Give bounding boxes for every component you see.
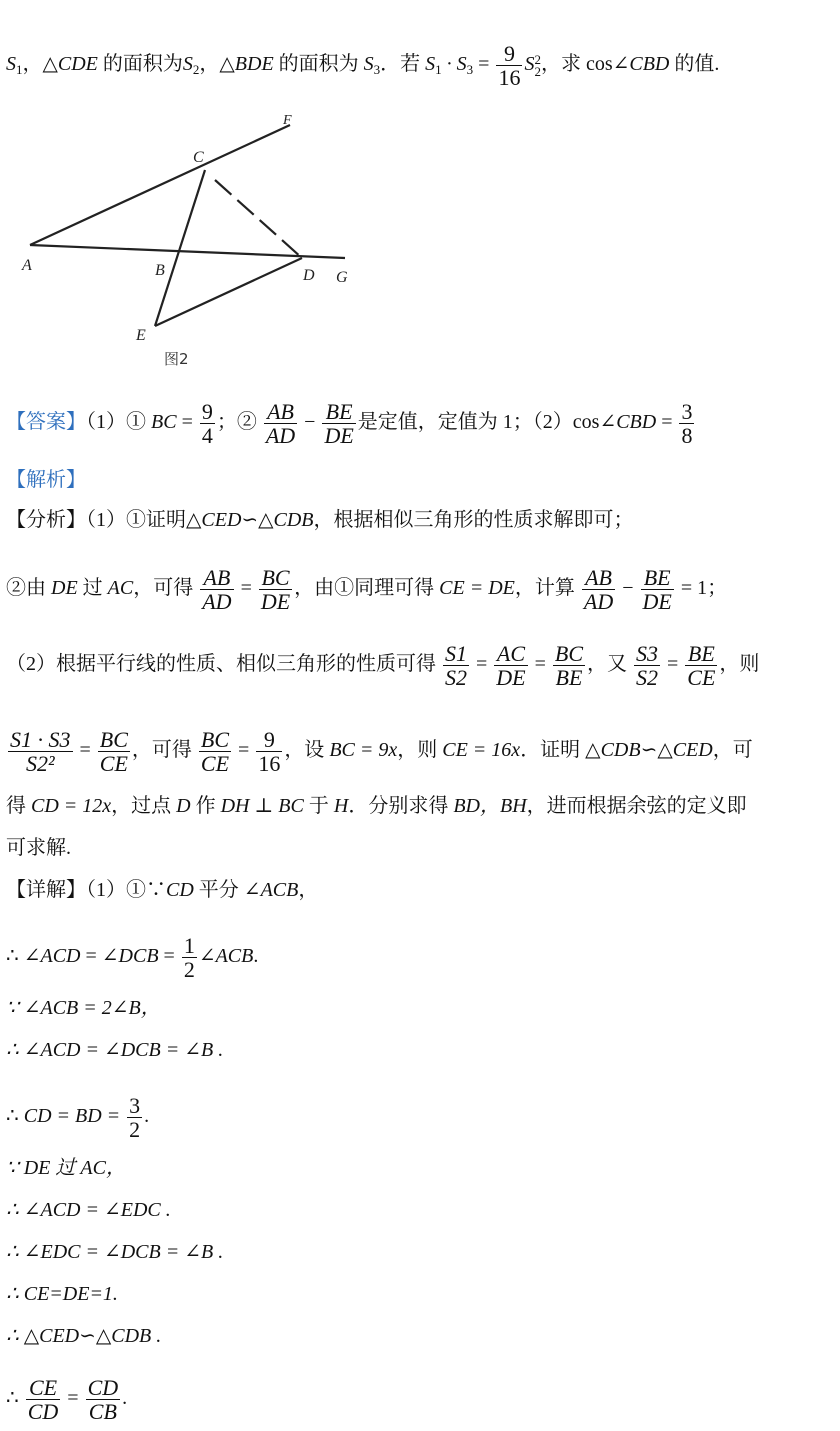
label-point-b: B [155,262,165,279]
label-point-c: C [193,149,204,166]
fraction [582,566,615,613]
denominator: AD [202,589,232,615]
cd-eq: CD = 12x [31,795,112,817]
text: ∠ [198,945,216,968]
denominator: 16 [498,65,521,91]
answer-line [6,400,834,447]
bd-bh: BD，BH [453,795,527,817]
problem-line [6,42,834,89]
numerator: 9 [263,727,275,752]
denominator: 4 [201,423,213,449]
text: ，△ [22,53,58,76]
angle-cbd: CBD [629,53,670,76]
fraction-3-8 [679,400,694,447]
text: ，可得 [131,739,197,762]
detail-line-1 [6,876,834,904]
detail-line-10: ∴ △CED∽△CDB . [6,1325,162,1347]
s2-subscript-2: 2 [534,63,541,79]
detail-line-9: ∴ CE=DE=1. [6,1283,118,1305]
eq: = [656,411,678,434]
detail-line-8: ∴ ∠EDC = ∠DCB = ∠B . [6,1241,224,1263]
answer-tag: 【答案】 [6,411,86,434]
analysis-line-1 [6,506,834,534]
fraction-3-2 [127,1094,142,1141]
text: ，则 [397,739,443,762]
text: 作 [190,795,221,817]
fraction-ce-cd [26,1376,61,1423]
numerator: CD [87,1375,119,1400]
numerator: BC [200,727,230,752]
denominator: S2² [8,751,73,775]
text: 的值. [669,53,720,76]
text: ∴ [6,1105,24,1128]
denominator: S2 [636,665,659,691]
point-d: D [176,795,191,817]
text: . [253,945,259,968]
text: ，则 [719,653,760,676]
numerator: S1 [445,641,467,666]
numerator: 1 [183,933,195,958]
denominator: AD [265,423,296,449]
numerator: BC [99,727,128,752]
text: = [62,1387,84,1410]
text: ，计算 [514,577,580,600]
numerator: 9 [201,399,213,424]
triangle-cde: CDE [57,53,98,76]
ac: AC [107,577,134,600]
denominator: 2 [183,957,195,983]
s3-symbol: S [363,53,374,76]
cbd: CBD [616,411,657,434]
line-af [30,125,290,245]
cd: CD [166,879,194,901]
label-point-a: A [22,257,32,274]
figure-caption: 图2 [164,350,189,368]
fraction [256,728,282,775]
denominator: 8 [681,423,693,449]
s3-subscript: 3 [373,62,381,78]
text: ，求 cos∠ [540,53,630,76]
text: = 1； [675,577,728,600]
s2-subscript: 2 [192,62,200,78]
fraction-s1-s2 [443,642,469,689]
numerator: BE [687,641,715,666]
numerator: BE [325,399,353,424]
detail-line-11 [6,1376,834,1423]
text: 的面积为 [97,53,183,76]
point-h: H [333,795,349,817]
eq-s3-sub: 3 [466,62,474,78]
bc-eq: BC = 9x [329,739,398,762]
numerator: S1 · S3 [10,727,71,752]
fraction [553,642,585,689]
ced: CED [672,739,713,762]
eq-s1-sub: 1 [435,62,442,78]
text: ．若 [380,53,426,76]
numerator: 9 [503,41,515,66]
denominator: 2 [129,1117,141,1143]
denominator: CE [200,751,230,777]
dcb: DCB [118,945,159,968]
detail-line-6: ∵ DE 过 AC， [6,1157,126,1179]
fraction-ab-ad [264,400,297,447]
fraction-1-2 [182,934,197,981]
label-point-f: F [283,113,292,128]
acb: ACB [260,879,299,901]
acb: ACB [215,945,254,968]
text: ，设 [284,739,330,762]
text: ，△ [199,53,235,76]
denominator: BE [553,665,585,689]
text: ， [298,879,319,901]
text: ②由 [6,577,51,600]
text: 【分析】（1）①证明 [6,509,186,531]
denominator: 16 [258,751,281,777]
dh-perp-bc: DH ⊥ BC [220,795,304,817]
denominator: DE [260,589,291,615]
detail-line-3: ∵ ∠ACB = 2∠B， [6,997,161,1019]
cdb: CDB [600,739,641,762]
fraction [259,566,292,613]
text: ∴ [6,1387,24,1410]
numerator: AB [203,565,231,590]
text: . [122,1387,128,1410]
text: 于 [303,795,334,817]
text: 的面积为 [273,53,364,76]
cd-bd: CD = BD = [23,1105,126,1128]
fraction-s3-s2 [634,642,660,689]
fraction-9-4 [200,400,215,447]
label-point-g: G [336,269,348,286]
eq-s2: S [524,53,535,76]
detail-line-2 [6,934,834,981]
label-point-e: E [136,327,146,344]
denominator: AD [583,589,614,615]
analysis-tag: 【解析】 [6,469,86,491]
text: ．分别求得 [348,795,454,817]
text: 过 [77,577,108,600]
s2-symbol: S [182,53,193,76]
denominator: DE [642,589,672,615]
text: 平分 ∠ [193,879,261,901]
denominator: CD [27,1399,59,1425]
text: （2）根据平行线的性质、相似三角形的性质可得 [6,653,441,676]
denominator: CB [86,1399,121,1423]
s1-symbol: S [6,53,16,76]
s1-subscript: 1 [16,62,23,78]
analysis-line-5 [6,792,834,820]
fraction [641,566,674,613]
text: （1）① [86,411,151,434]
geometry-figure [0,110,380,380]
text: 得 [6,795,31,817]
text: ，可得 [133,577,199,600]
line-ag [30,245,345,258]
cos: cos∠ [572,411,617,434]
numerator: BC [554,641,584,666]
fraction [200,566,233,613]
denominator: S2 [445,665,467,691]
text: ；② [216,411,262,434]
denominator: DE [324,423,354,449]
triangle-bde: BDE [234,53,274,76]
analysis-line-4: $\frac{S1 \cdot S3}{\text{S2²}}$ = $\frac{BC}{CE}$ ，可得 $\frac{BC}{CE}$ = $\frac{9}{16}$ ，设 BC = 9x，则 CE = 16x．证明 △CDB∽△CED，可 [10,727,753,777]
text: ，又 [587,653,633,676]
segment-ed [155,258,302,326]
text: ∽△ [640,739,673,762]
fraction-cd-cb [86,1376,121,1423]
numerator: 3 [129,1093,141,1118]
fraction [494,642,527,689]
bc: BC [151,411,177,434]
text: ，过点 [111,795,177,817]
ce-de: CE = DE [439,577,515,600]
analysis-line-2: ②由 DE 过 AC，可得 $\frac{AB}{AD}$ = $\frac{BC}{DE}$ ，由①同理可得 CE = DE，计算 $\frac{AB}{AD}$ − $\frac{BE}{DE}$ = 1； [6,565,728,615]
text: ，根据相似三角形的性质求解即可； [313,509,634,531]
minus: − [299,411,321,434]
eq: = [176,411,198,434]
similar-triangles: △CED∽△CDB [186,509,314,531]
text: ，进而根据余弦的定义即 [526,795,747,817]
ce-eq: CE = 16x [442,739,521,762]
de: DE [51,577,78,600]
numerator: AB [267,399,294,424]
text: = [158,945,180,968]
text: = ∠ [80,945,119,968]
fraction-be-de [322,400,355,447]
segment-cd [215,180,302,258]
text: ∴ ∠ [6,945,41,968]
fraction-s1s3-s2sq [8,728,73,775]
numerator: 3 [681,399,693,424]
segment-ce [155,170,205,326]
numerator: CE [28,1375,58,1400]
s2-superscript: 2 [534,51,541,67]
numerator: BC [261,565,290,590]
detail-line-7: ∴ ∠ACD = ∠EDC . [6,1199,171,1221]
detail-line-5 [6,1094,834,1141]
numerator: BE [643,565,671,590]
text: ，由①同理可得 [294,577,440,600]
text: . [144,1105,150,1128]
label-point-d: D [303,267,315,284]
denominator: CE [99,751,128,777]
eq-mid: · S [441,53,467,76]
analysis-line-3: （2）根据平行线的性质、相似三角形的性质可得 $\frac{S1}{S2}$ = $\frac{AC}{DE}$ = $\frac{BC}{BE}$ ，又 $\frac{S3}{S2}$ = $\frac{BE}{CE}$ ，则 [6,641,760,691]
denominator: DE [496,665,526,691]
analysis-line-6: 可求解. [6,837,71,859]
detail-line-4: ∴ ∠ACD = ∠DCB = ∠B . [6,1039,224,1061]
fraction-9-16 [496,42,522,89]
denominator: CE [687,665,716,691]
numerator: AC [496,641,525,666]
eq-sign: = [473,53,495,76]
numerator: S3 [636,641,659,666]
text: ．证明 △ [520,739,601,762]
numerator: AB [585,565,612,590]
fraction [98,728,130,775]
text: 【详解】（1）①∵ [6,879,166,901]
fraction [199,728,231,775]
eq-s1: S [425,53,436,76]
text: 是定值，定值为 1；（2） [357,411,573,434]
acd: ACD [40,945,81,968]
fraction [685,642,717,689]
text: ，可 [712,739,753,762]
